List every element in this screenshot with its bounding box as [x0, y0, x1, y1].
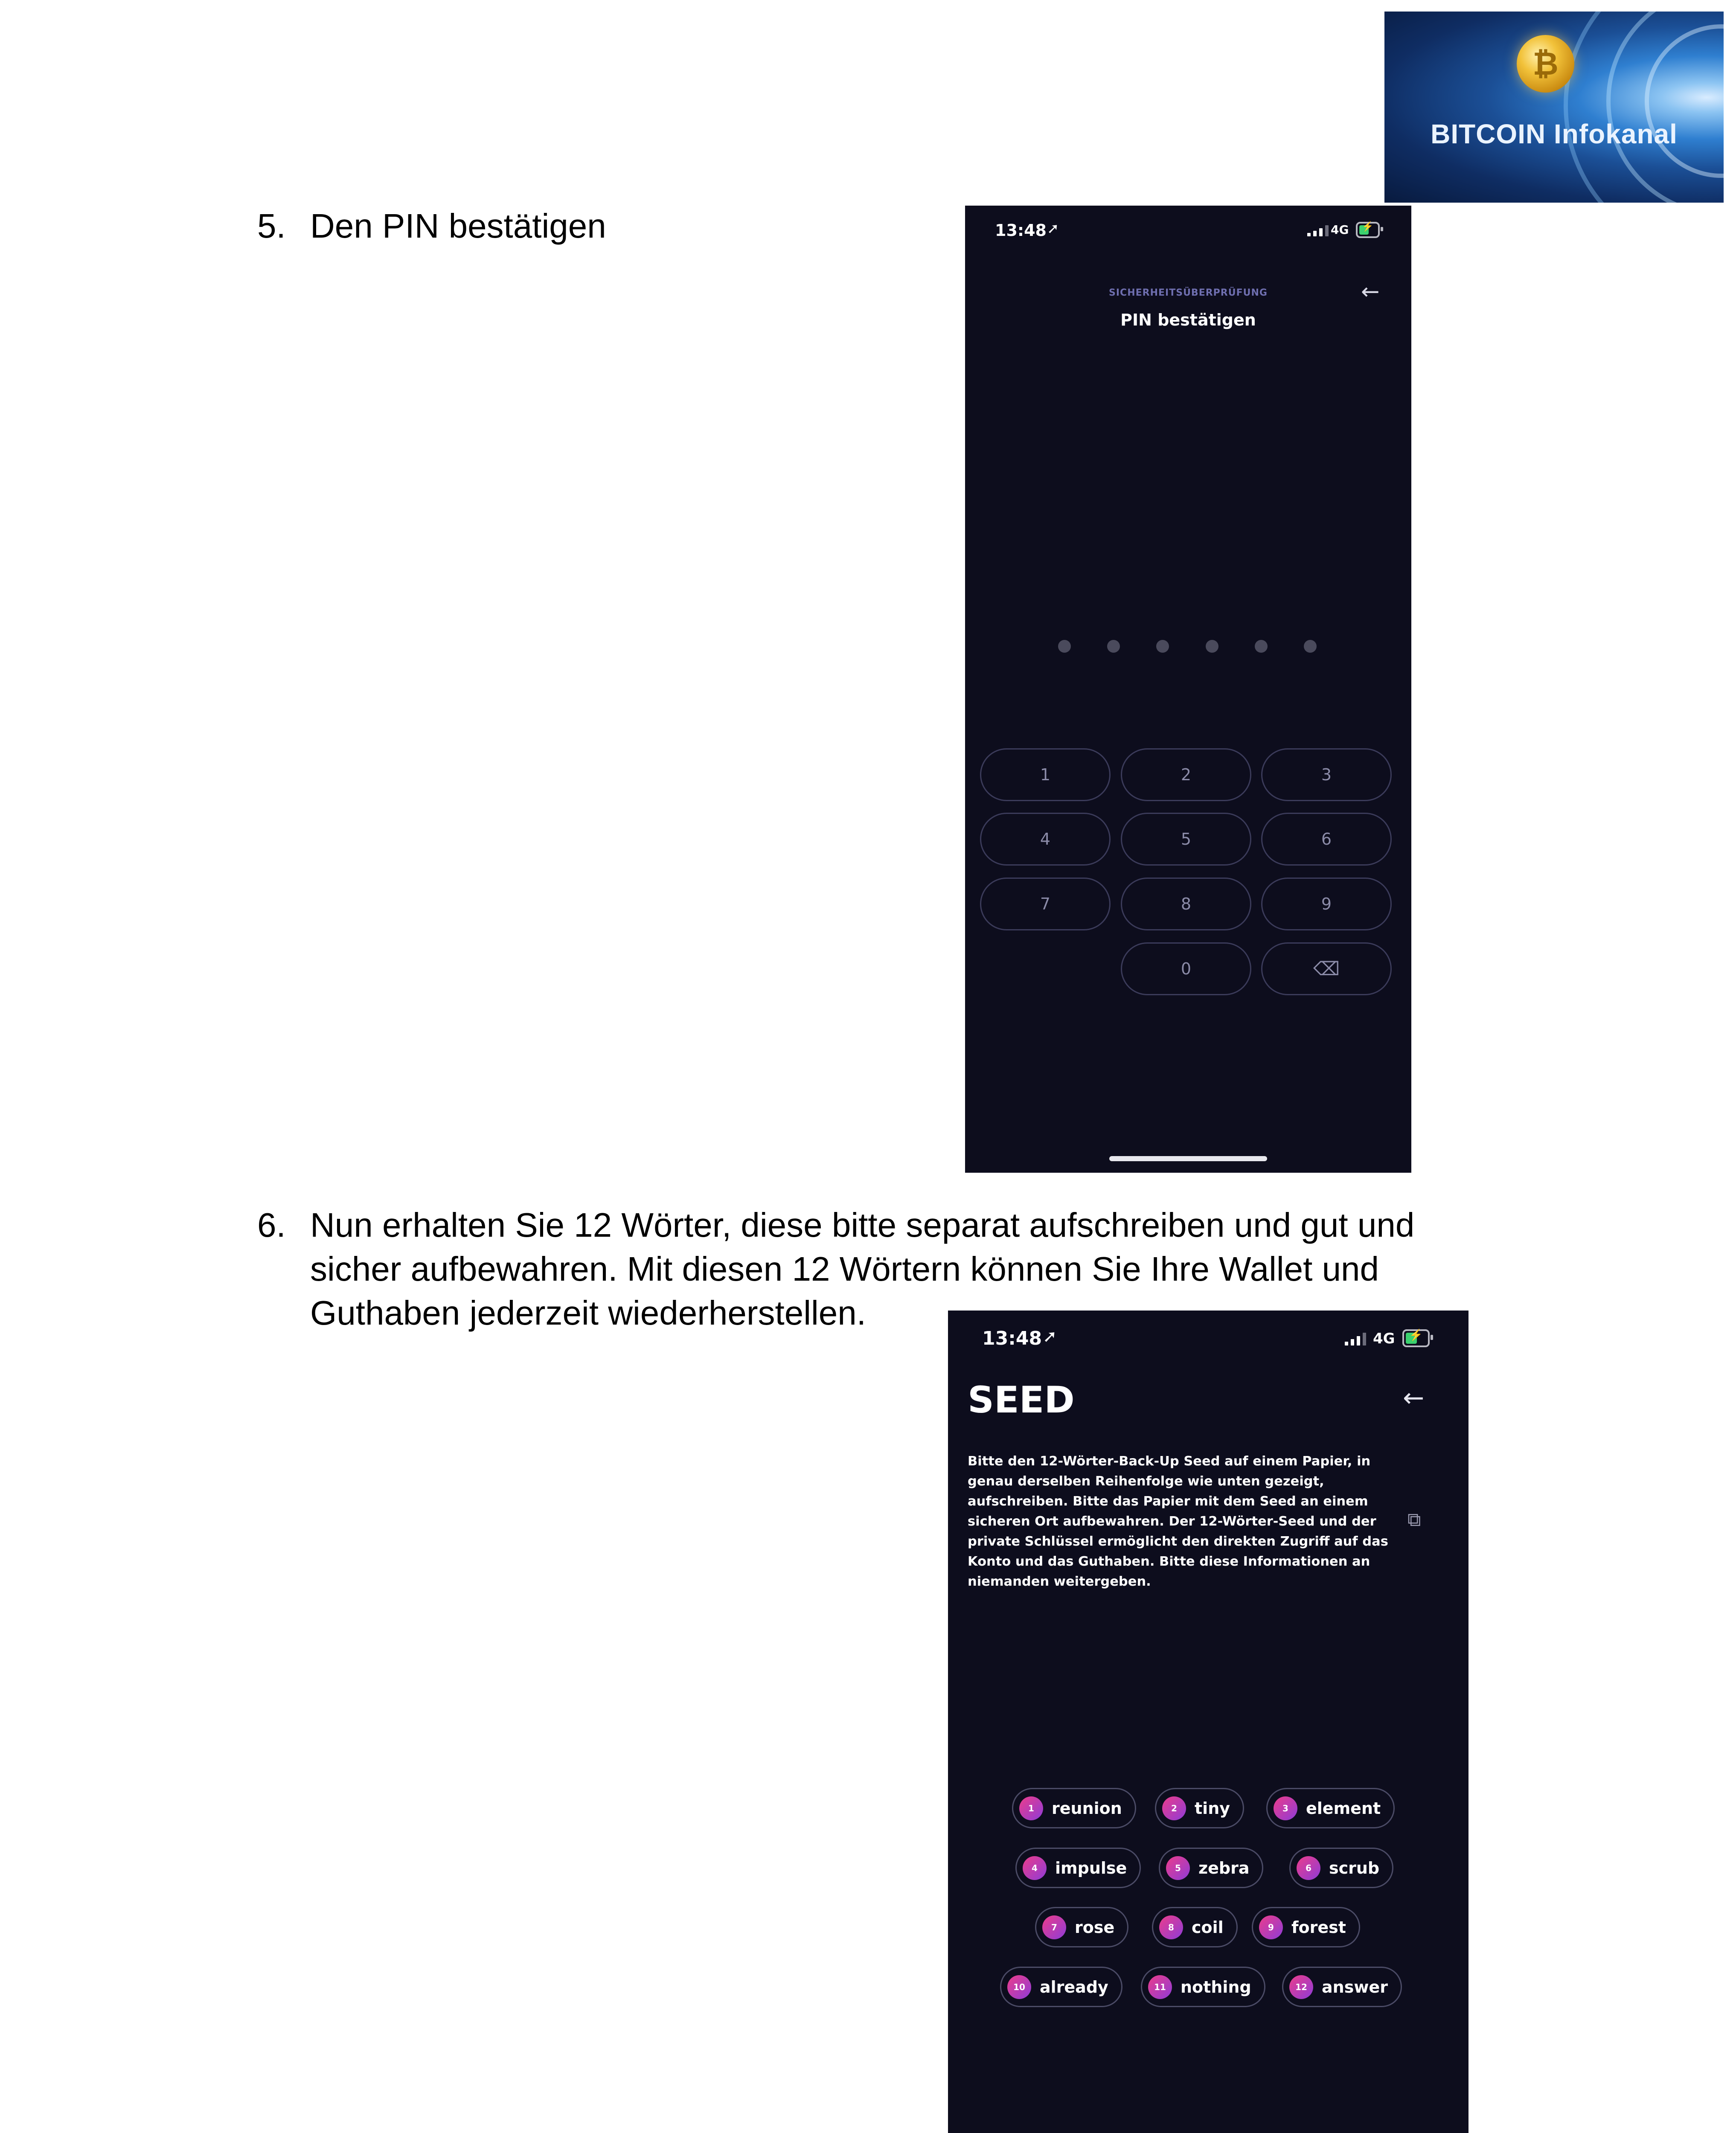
location-icon: ➚: [1047, 220, 1059, 237]
step-6-number: 6.: [257, 1206, 286, 1244]
seed-word-text: impulse: [1055, 1858, 1127, 1877]
back-arrow-icon[interactable]: ←: [1361, 279, 1380, 305]
seed-word-text: nothing: [1181, 1977, 1251, 1996]
network-label: 4G: [1373, 1330, 1395, 1347]
delete-key-icon[interactable]: ⌫: [1261, 942, 1392, 995]
seed-word: [1155, 1788, 1244, 1828]
step-6-line: Nun erhalten Sie 12 Wörter, diese bitte separat aufschreiben und gut und: [310, 1206, 1415, 1244]
status-time: 13:48: [982, 1328, 1042, 1349]
seed-word: [1282, 1967, 1402, 2007]
seed-word-text: zebra: [1198, 1858, 1250, 1877]
seed-word-index: 2: [1162, 1796, 1186, 1820]
seed-word: [1159, 1848, 1263, 1888]
pin-dot: [1156, 640, 1169, 653]
signal-icon: [1345, 1333, 1366, 1345]
back-arrow-icon[interactable]: ←: [1403, 1383, 1425, 1413]
key-9[interactable]: 9: [1261, 878, 1392, 930]
seed-word: [1289, 1848, 1393, 1888]
status-time: 13:48: [995, 221, 1047, 240]
pin-dot: [1206, 640, 1218, 653]
bitcoin-coin-icon: ₿: [1517, 35, 1574, 93]
pin-dot: [1107, 640, 1120, 653]
seed-word: [1266, 1788, 1395, 1828]
key-1[interactable]: 1: [980, 748, 1111, 801]
description-line: private Schlüssel ermöglicht den direkten Zugriff auf das: [968, 1534, 1388, 1549]
pin-confirm-title: PIN bestätigen: [1120, 311, 1256, 329]
description-line: niemanden weitergeben.: [968, 1574, 1151, 1589]
pin-dot: [1255, 640, 1268, 653]
seed-word-index: 4: [1023, 1856, 1047, 1880]
seed-word: [1000, 1967, 1122, 2007]
logo-text: BITCOIN Infokanal: [1431, 119, 1678, 149]
seed-word-text: coil: [1192, 1918, 1224, 1937]
seed-word-text: rose: [1075, 1918, 1115, 1937]
network-label: 4G: [1331, 223, 1349, 237]
seed-word: [1012, 1788, 1136, 1828]
battery-icon: ⚡: [1356, 222, 1380, 238]
seed-word-index: 9: [1259, 1915, 1283, 1939]
location-icon: ➚: [1043, 1327, 1057, 1346]
seed-word-index: 10: [1007, 1975, 1031, 1999]
seed-word-text: already: [1040, 1977, 1108, 1996]
step-6-line: Guthaben jederzeit wiederherstellen.: [310, 1294, 867, 1332]
seed-word: [1141, 1967, 1265, 2007]
description-line: Konto und das Guthaben. Bitte diese Informationen an: [968, 1554, 1370, 1569]
home-indicator: [1109, 1156, 1267, 1161]
bitcoin-infokanal-logo: [1384, 12, 1724, 203]
key-5[interactable]: 5: [1121, 813, 1251, 866]
seed-word: [1252, 1907, 1360, 1947]
seed-word-text: forest: [1291, 1918, 1346, 1937]
pin-confirm-screenshot: [965, 206, 1411, 1173]
description-line: genau derselben Reihenfolge wie unten gezeigt,: [968, 1474, 1324, 1489]
step-5-text: Den PIN bestätigen: [310, 207, 606, 245]
copy-icon[interactable]: ⧉: [1407, 1509, 1421, 1531]
key-3[interactable]: 3: [1261, 748, 1392, 801]
seed-description: [968, 1451, 1420, 1592]
key-8[interactable]: 8: [1121, 878, 1251, 930]
step-5-number: 5.: [257, 207, 286, 245]
seed-word-index: 1: [1019, 1796, 1043, 1820]
key-4[interactable]: 4: [980, 813, 1111, 866]
seed-title: SEED: [968, 1379, 1075, 1421]
seed-word-index: 6: [1297, 1856, 1320, 1880]
seed-word-index: 7: [1042, 1915, 1066, 1939]
seed-word: [1152, 1907, 1238, 1947]
seed-screenshot: [948, 1311, 1468, 2133]
seed-word-index: 5: [1166, 1856, 1190, 1880]
key-7[interactable]: 7: [980, 878, 1111, 930]
seed-word-index: 11: [1148, 1975, 1172, 1999]
key-0[interactable]: 0: [1121, 942, 1251, 995]
seed-word: [1015, 1848, 1141, 1888]
battery-icon: ⚡: [1402, 1329, 1430, 1347]
seed-word-text: element: [1306, 1799, 1381, 1818]
security-check-subtitle: SICHERHEITSÜBERPRÜFUNG: [1109, 288, 1268, 298]
description-line: Bitte den 12-Wörter-Back-Up Seed auf einem Papier, in: [968, 1454, 1371, 1469]
pin-dot: [1304, 640, 1317, 653]
description-line: sicheren Ort aufbewahren. Der 12-Wörter-Seed und der: [968, 1514, 1376, 1529]
seed-word-text: answer: [1322, 1977, 1388, 1996]
description-line: aufschreiben. Bitte das Papier mit dem Seed an einem: [968, 1494, 1368, 1509]
key-2[interactable]: 2: [1121, 748, 1251, 801]
pin-dot: [1058, 640, 1071, 653]
seed-word-index: 12: [1289, 1975, 1313, 1999]
seed-word-index: 8: [1159, 1915, 1183, 1939]
seed-word-text: tiny: [1195, 1799, 1230, 1818]
key-6[interactable]: 6: [1261, 813, 1392, 866]
step-6-line: sicher aufbewahren. Mit diesen 12 Wörtern können Sie Ihre Wallet und: [310, 1250, 1379, 1288]
seed-word-text: scrub: [1329, 1858, 1380, 1877]
seed-word: [1035, 1907, 1128, 1947]
seed-word-index: 3: [1274, 1796, 1297, 1820]
seed-word-text: reunion: [1052, 1799, 1122, 1818]
signal-icon: [1307, 225, 1329, 236]
